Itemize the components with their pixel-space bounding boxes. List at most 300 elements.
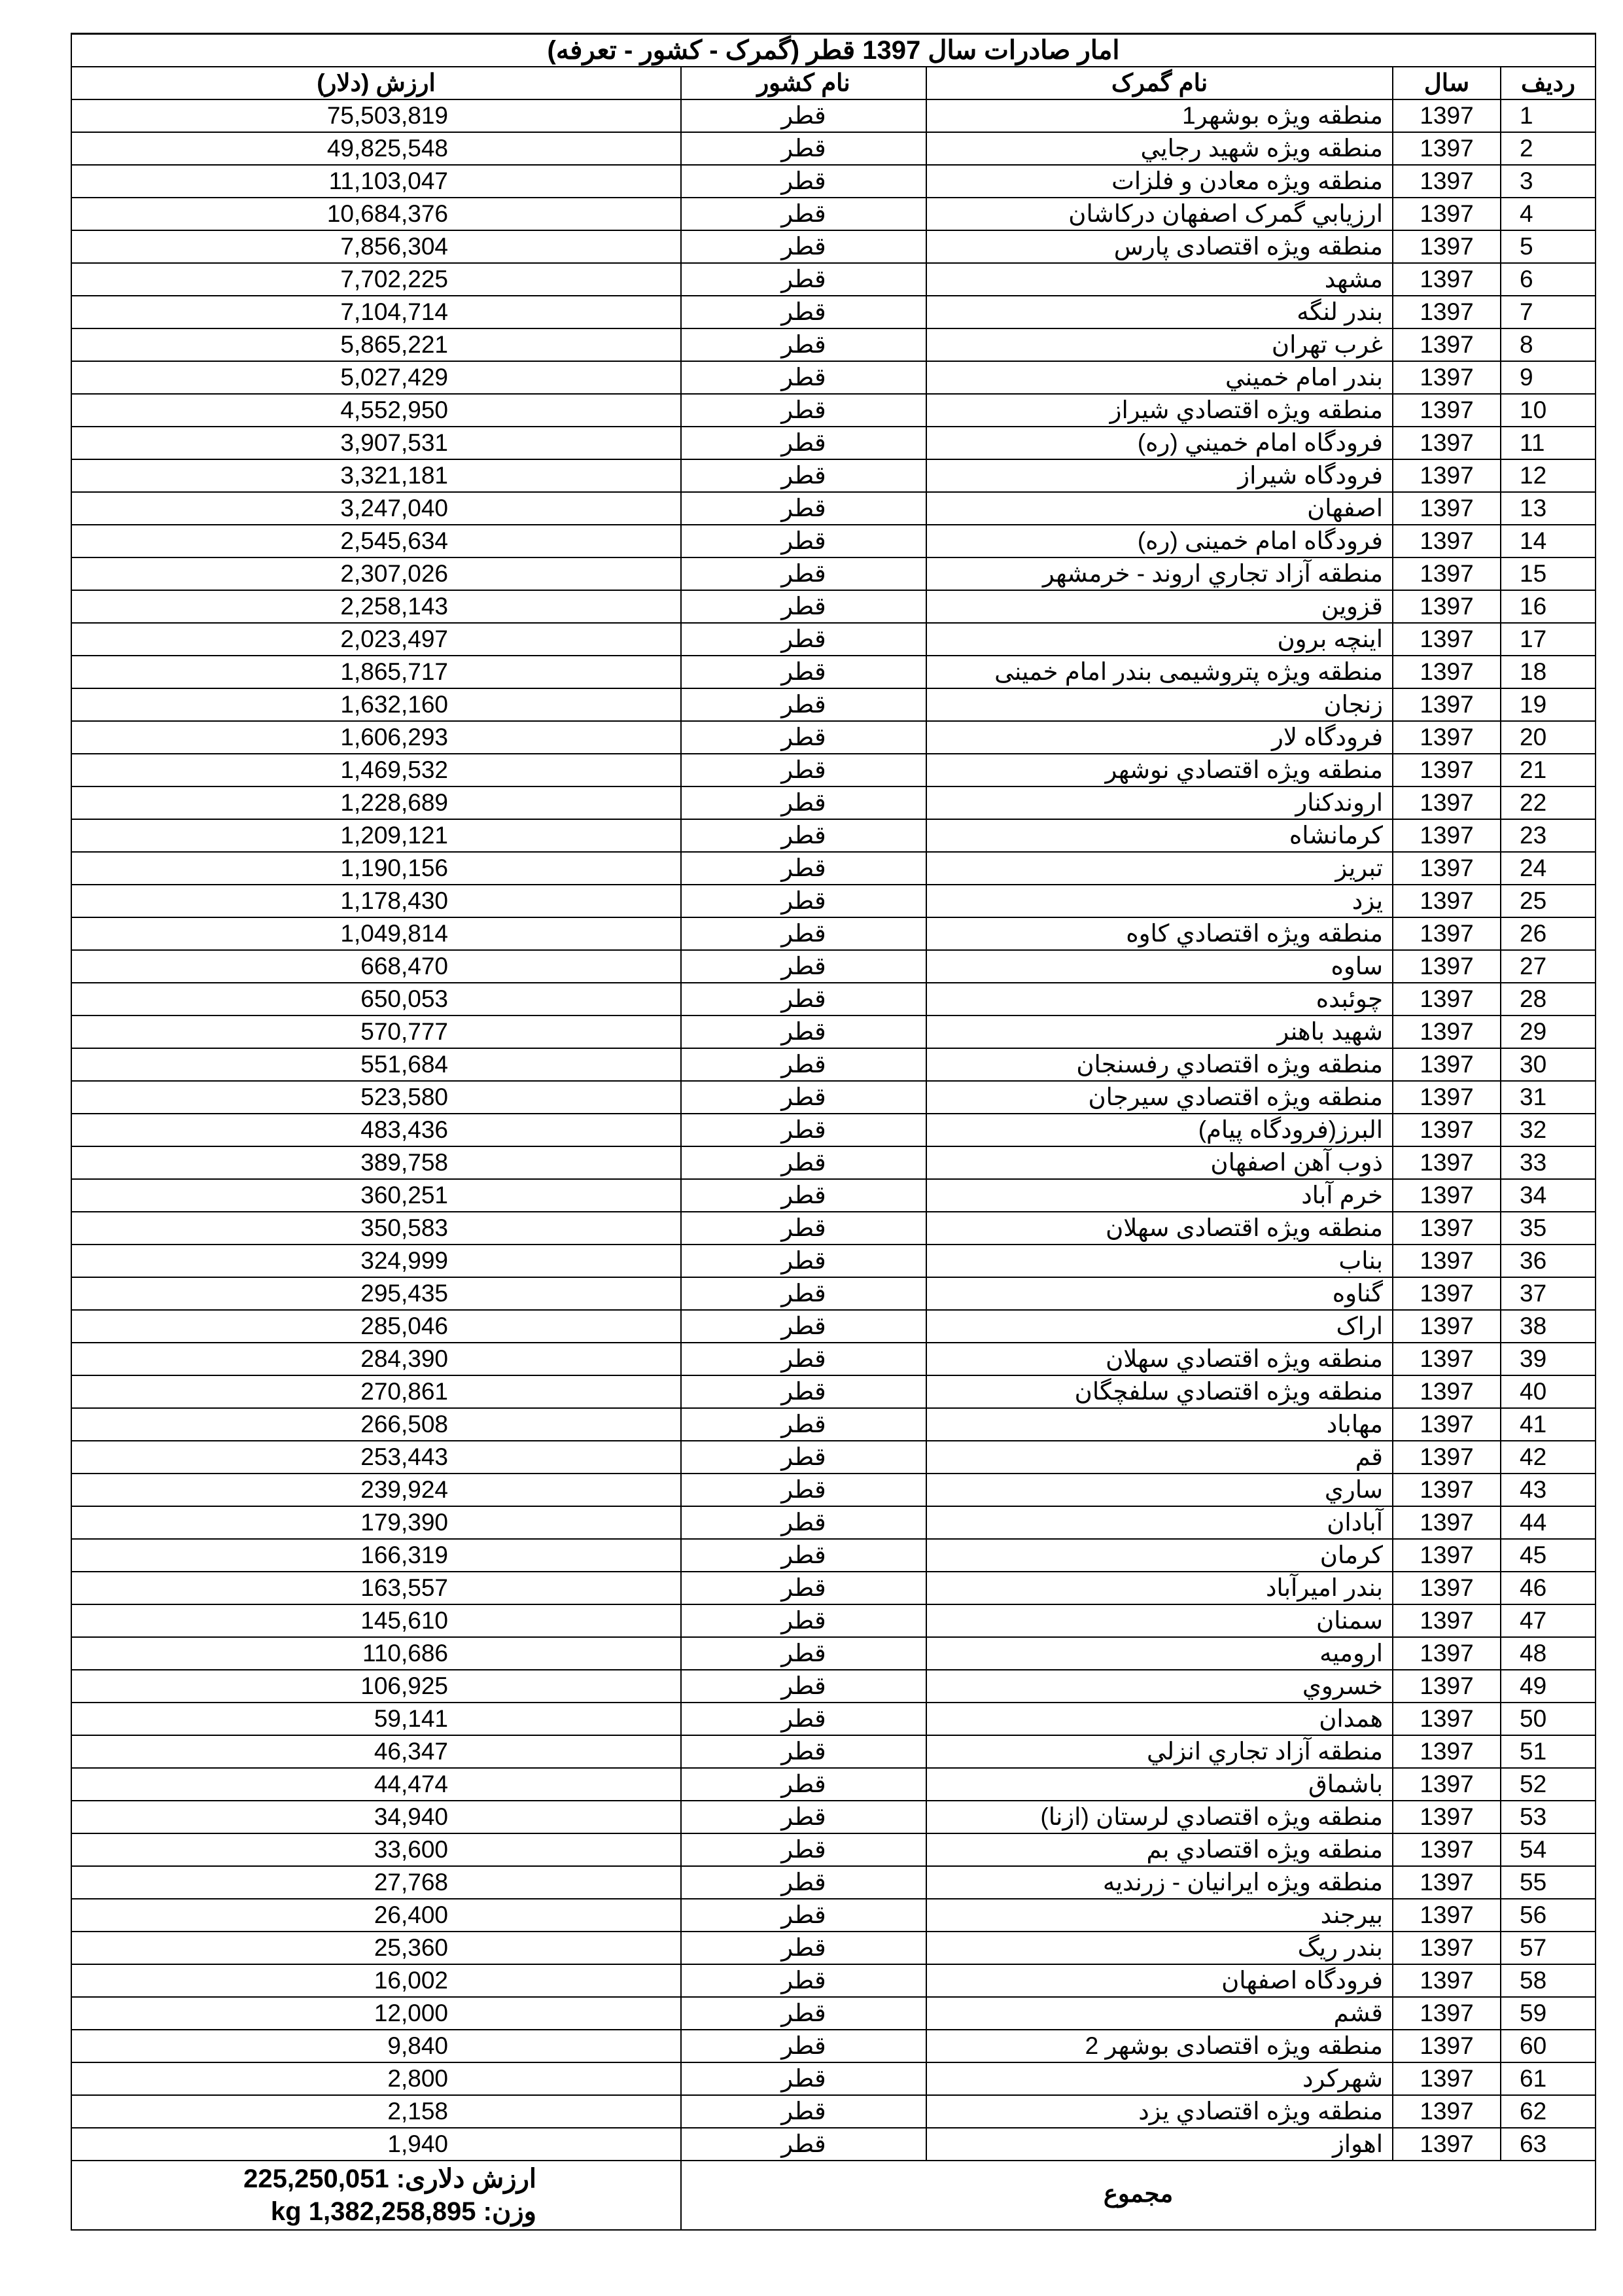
cell-value: 9,840: [71, 2030, 681, 2062]
cell-value: 350,583: [71, 1212, 681, 1245]
cell-year: 1397: [1393, 1670, 1501, 1703]
cell-customs: فرودگاه اصفهان: [926, 1964, 1393, 1997]
cell-value: 324,999: [71, 1245, 681, 1277]
cell-customs: بيرجند: [926, 1899, 1393, 1932]
cell-row-number: 14: [1501, 525, 1596, 557]
cell-customs: يزد: [926, 885, 1393, 917]
cell-year: 1397: [1393, 1114, 1501, 1146]
cell-year: 1397: [1393, 852, 1501, 885]
cell-year: 1397: [1393, 1016, 1501, 1048]
cell-value: 7,856,304: [71, 230, 681, 263]
cell-value: 145,610: [71, 1604, 681, 1637]
table-row: [71, 1343, 1596, 1375]
cell-year: 1397: [1393, 1833, 1501, 1866]
cell-value: 26,400: [71, 1899, 681, 1932]
cell-year: 1397: [1393, 1866, 1501, 1899]
table-row: [71, 1277, 1596, 1310]
cell-country: قطر: [681, 1375, 926, 1408]
table-row: [71, 852, 1596, 885]
cell-country: قطر: [681, 623, 926, 656]
cell-year: 1397: [1393, 721, 1501, 754]
cell-row-number: 22: [1501, 786, 1596, 819]
cell-value: 59,141: [71, 1703, 681, 1735]
cell-row-number: 55: [1501, 1866, 1596, 1899]
cell-country: قطر: [681, 1408, 926, 1441]
cell-country: قطر: [681, 198, 926, 230]
cell-row-number: 49: [1501, 1670, 1596, 1703]
cell-customs: منطقه ويژه اقتصادي رفسنجان: [926, 1048, 1393, 1081]
cell-row-number: 31: [1501, 1081, 1596, 1114]
cell-year: 1397: [1393, 2062, 1501, 2095]
cell-value: 1,228,689: [71, 786, 681, 819]
cell-country: قطر: [681, 754, 926, 786]
cell-customs: منطقه آزاد تجاري انزلي: [926, 1735, 1393, 1768]
cell-year: 1397: [1393, 2030, 1501, 2062]
cell-value: 1,632,160: [71, 688, 681, 721]
cell-country: قطر: [681, 263, 926, 296]
cell-customs: منطقه ويژه بوشهر1: [926, 99, 1393, 132]
cell-row-number: 3: [1501, 165, 1596, 198]
cell-year: 1397: [1393, 1637, 1501, 1670]
cell-value: 284,390: [71, 1343, 681, 1375]
total-row: [71, 2161, 1596, 2230]
cell-country: قطر: [681, 2095, 926, 2128]
cell-year: 1397: [1393, 786, 1501, 819]
cell-customs: ذوب آهن اصفهان: [926, 1146, 1393, 1179]
cell-value: 270,861: [71, 1375, 681, 1408]
table-row: [71, 1604, 1596, 1637]
table-row: [71, 230, 1596, 263]
cell-row-number: 61: [1501, 2062, 1596, 2095]
cell-year: 1397: [1393, 1539, 1501, 1572]
cell-year: 1397: [1393, 1572, 1501, 1604]
cell-row-number: 35: [1501, 1212, 1596, 1245]
cell-country: قطر: [681, 885, 926, 917]
table-row: [71, 1932, 1596, 1964]
cell-row-number: 40: [1501, 1375, 1596, 1408]
cell-country: قطر: [681, 394, 926, 427]
cell-country: قطر: [681, 1114, 926, 1146]
cell-country: قطر: [681, 361, 926, 394]
cell-customs: شهركرد: [926, 2062, 1393, 2095]
cell-customs: فرودگاه امام خميني (ره): [926, 427, 1393, 459]
cell-customs: بندر ريگ: [926, 1932, 1393, 1964]
cell-row-number: 10: [1501, 394, 1596, 427]
cell-country: قطر: [681, 1932, 926, 1964]
table-row: [71, 557, 1596, 590]
table-row: [71, 950, 1596, 983]
cell-row-number: 27: [1501, 950, 1596, 983]
cell-year: 1397: [1393, 459, 1501, 492]
cell-value: 25,360: [71, 1932, 681, 1964]
cell-year: 1397: [1393, 1179, 1501, 1212]
table-row: [71, 1245, 1596, 1277]
table-row: [71, 786, 1596, 819]
cell-year: 1397: [1393, 492, 1501, 525]
table-row: [71, 1670, 1596, 1703]
table-row: [71, 1474, 1596, 1506]
cell-customs: منطقه ويژه معادن و فلزات: [926, 165, 1393, 198]
cell-row-number: 43: [1501, 1474, 1596, 1506]
cell-value: 389,758: [71, 1146, 681, 1179]
cell-customs: باشماق: [926, 1768, 1393, 1801]
cell-value: 2,023,497: [71, 623, 681, 656]
cell-country: قطر: [681, 656, 926, 688]
cell-country: قطر: [681, 99, 926, 132]
table-row: [71, 885, 1596, 917]
cell-row-number: 57: [1501, 1932, 1596, 1964]
cell-value: 10,684,376: [71, 198, 681, 230]
cell-row-number: 7: [1501, 296, 1596, 328]
cell-year: 1397: [1393, 1997, 1501, 2030]
cell-country: قطر: [681, 1245, 926, 1277]
cell-country: قطر: [681, 1637, 926, 1670]
cell-row-number: 39: [1501, 1343, 1596, 1375]
cell-customs: بندر لنگه: [926, 296, 1393, 328]
table-row: [71, 1768, 1596, 1801]
table-row: [71, 394, 1596, 427]
page-title: امار صادرات سال 1397 قطر (گمرک - کشور - تعرفه): [71, 34, 1596, 67]
header-year: سال: [1393, 67, 1501, 99]
cell-country: قطر: [681, 721, 926, 754]
table-header-row: [71, 67, 1596, 99]
total-values-cell: [71, 2161, 681, 2230]
table-body: [71, 99, 1596, 2161]
cell-customs: زنجان: [926, 688, 1393, 721]
table-row: [71, 1212, 1596, 1245]
cell-country: قطر: [681, 1833, 926, 1866]
cell-country: قطر: [681, 1441, 926, 1474]
table-row: [71, 99, 1596, 132]
cell-year: 1397: [1393, 754, 1501, 786]
table-row: [71, 1703, 1596, 1735]
cell-customs: اروميه: [926, 1637, 1393, 1670]
cell-row-number: 52: [1501, 1768, 1596, 1801]
cell-row-number: 48: [1501, 1637, 1596, 1670]
cell-value: 33,600: [71, 1833, 681, 1866]
cell-country: قطر: [681, 492, 926, 525]
cell-country: قطر: [681, 950, 926, 983]
table-row: [71, 1179, 1596, 1212]
cell-row-number: 60: [1501, 2030, 1596, 2062]
cell-country: قطر: [681, 1703, 926, 1735]
cell-country: قطر: [681, 230, 926, 263]
cell-year: 1397: [1393, 1964, 1501, 1997]
cell-value: 570,777: [71, 1016, 681, 1048]
total-value-line: ارزش دلاری: 225,250,051: [243, 2164, 536, 2193]
cell-value: 266,508: [71, 1408, 681, 1441]
cell-row-number: 56: [1501, 1899, 1596, 1932]
cell-row-number: 51: [1501, 1735, 1596, 1768]
table-row: [71, 983, 1596, 1016]
cell-row-number: 59: [1501, 1997, 1596, 2030]
cell-value: 2,258,143: [71, 590, 681, 623]
cell-country: قطر: [681, 1343, 926, 1375]
cell-value: 253,443: [71, 1441, 681, 1474]
cell-year: 1397: [1393, 1048, 1501, 1081]
cell-customs: منطقه ويژه اقتصادي سيرجان: [926, 1081, 1393, 1114]
cell-country: قطر: [681, 590, 926, 623]
table-row: [71, 1408, 1596, 1441]
cell-year: 1397: [1393, 1343, 1501, 1375]
table-row: [71, 1997, 1596, 2030]
cell-country: قطر: [681, 1899, 926, 1932]
cell-customs: منطقه ويژه اقتصادی پارس: [926, 230, 1393, 263]
cell-year: 1397: [1393, 394, 1501, 427]
cell-country: قطر: [681, 2128, 926, 2161]
cell-value: 1,209,121: [71, 819, 681, 852]
cell-year: 1397: [1393, 1768, 1501, 1801]
cell-year: 1397: [1393, 819, 1501, 852]
cell-customs: سمنان: [926, 1604, 1393, 1637]
cell-value: 668,470: [71, 950, 681, 983]
cell-country: قطر: [681, 557, 926, 590]
table-row: [71, 2128, 1596, 2161]
cell-customs: چوئبده: [926, 983, 1393, 1016]
table-row: [71, 263, 1596, 296]
cell-country: قطر: [681, 917, 926, 950]
cell-value: 179,390: [71, 1506, 681, 1539]
table-row: [71, 328, 1596, 361]
cell-country: قطر: [681, 296, 926, 328]
cell-customs: فرودگاه شيراز: [926, 459, 1393, 492]
table-row: [71, 754, 1596, 786]
cell-row-number: 38: [1501, 1310, 1596, 1343]
cell-row-number: 44: [1501, 1506, 1596, 1539]
table-row: [71, 1081, 1596, 1114]
cell-row-number: 29: [1501, 1016, 1596, 1048]
cell-country: قطر: [681, 1474, 926, 1506]
cell-country: قطر: [681, 1866, 926, 1899]
cell-year: 1397: [1393, 2095, 1501, 2128]
header-customs: نام گمرک: [926, 67, 1393, 99]
table-row: [71, 656, 1596, 688]
cell-year: 1397: [1393, 165, 1501, 198]
cell-row-number: 12: [1501, 459, 1596, 492]
cell-year: 1397: [1393, 1703, 1501, 1735]
table-row: [71, 2095, 1596, 2128]
cell-row-number: 17: [1501, 623, 1596, 656]
table-row: [71, 1801, 1596, 1833]
table-row: [71, 2062, 1596, 2095]
cell-country: قطر: [681, 427, 926, 459]
table-row: [71, 590, 1596, 623]
cell-value: 5,027,429: [71, 361, 681, 394]
cell-country: قطر: [681, 165, 926, 198]
cell-row-number: 15: [1501, 557, 1596, 590]
cell-year: 1397: [1393, 983, 1501, 1016]
cell-row-number: 58: [1501, 1964, 1596, 1997]
table-row: [71, 1375, 1596, 1408]
cell-country: قطر: [681, 2062, 926, 2095]
cell-row-number: 1: [1501, 99, 1596, 132]
cell-year: 1397: [1393, 590, 1501, 623]
cell-customs: منطقه ويژه اقتصادي شيراز: [926, 394, 1393, 427]
cell-row-number: 30: [1501, 1048, 1596, 1081]
cell-value: 7,104,714: [71, 296, 681, 328]
cell-row-number: 45: [1501, 1539, 1596, 1572]
table-row: [71, 427, 1596, 459]
cell-customs: غرب تهران: [926, 328, 1393, 361]
table-row: [71, 721, 1596, 754]
cell-value: 1,865,717: [71, 656, 681, 688]
table-row: [71, 1146, 1596, 1179]
cell-customs: قزوين: [926, 590, 1393, 623]
cell-value: 2,307,026: [71, 557, 681, 590]
cell-customs: منطقه ويژه ايرانيان - زرنديه: [926, 1866, 1393, 1899]
cell-value: 650,053: [71, 983, 681, 1016]
cell-customs: منطقه ويژه اقتصادي لرستان (ازنا): [926, 1801, 1393, 1833]
cell-year: 1397: [1393, 656, 1501, 688]
table-row: [71, 819, 1596, 852]
cell-customs: كرمانشاه: [926, 819, 1393, 852]
cell-year: 1397: [1393, 263, 1501, 296]
cell-country: قطر: [681, 1801, 926, 1833]
cell-year: 1397: [1393, 1441, 1501, 1474]
cell-customs: اراک: [926, 1310, 1393, 1343]
cell-country: قطر: [681, 1964, 926, 1997]
table-row: [71, 296, 1596, 328]
table-row: [71, 1637, 1596, 1670]
cell-value: 1,469,532: [71, 754, 681, 786]
cell-customs: خرم آباد: [926, 1179, 1393, 1212]
cell-customs: قم: [926, 1441, 1393, 1474]
cell-value: 49,825,548: [71, 132, 681, 165]
cell-value: 483,436: [71, 1114, 681, 1146]
cell-customs: منطقه ويژه اقتصادي سلفچگان: [926, 1375, 1393, 1408]
cell-country: قطر: [681, 1016, 926, 1048]
cell-year: 1397: [1393, 2128, 1501, 2161]
cell-country: قطر: [681, 1212, 926, 1245]
cell-row-number: 36: [1501, 1245, 1596, 1277]
cell-year: 1397: [1393, 361, 1501, 394]
cell-customs: منطقه ويژه اقتصادی سهلان: [926, 1212, 1393, 1245]
cell-row-number: 28: [1501, 983, 1596, 1016]
cell-year: 1397: [1393, 328, 1501, 361]
cell-value: 3,247,040: [71, 492, 681, 525]
cell-customs: البرز(فرودگاه پيام): [926, 1114, 1393, 1146]
total-weight-line: وزن: 1,382,258,895 kg: [270, 2197, 536, 2226]
cell-value: 166,319: [71, 1539, 681, 1572]
cell-country: قطر: [681, 2030, 926, 2062]
cell-value: 11,103,047: [71, 165, 681, 198]
cell-row-number: 62: [1501, 2095, 1596, 2128]
cell-country: قطر: [681, 1048, 926, 1081]
table-row: [71, 1114, 1596, 1146]
table-row: [71, 1310, 1596, 1343]
cell-value: 1,190,156: [71, 852, 681, 885]
cell-year: 1397: [1393, 950, 1501, 983]
cell-row-number: 13: [1501, 492, 1596, 525]
cell-row-number: 42: [1501, 1441, 1596, 1474]
cell-row-number: 5: [1501, 230, 1596, 263]
table-row: [71, 1539, 1596, 1572]
table-row: [71, 198, 1596, 230]
cell-value: 27,768: [71, 1866, 681, 1899]
cell-customs: منطقه ويژه اقتصادی بوشهر 2: [926, 2030, 1393, 2062]
cell-year: 1397: [1393, 1277, 1501, 1310]
cell-customs: منطقه ويژه پتروشيمی بندر امام خمينی: [926, 656, 1393, 688]
cell-value: 295,435: [71, 1277, 681, 1310]
cell-year: 1397: [1393, 1474, 1501, 1506]
cell-row-number: 20: [1501, 721, 1596, 754]
cell-country: قطر: [681, 786, 926, 819]
cell-customs: اهواز: [926, 2128, 1393, 2161]
cell-country: قطر: [681, 459, 926, 492]
cell-row-number: 23: [1501, 819, 1596, 852]
cell-value: 551,684: [71, 1048, 681, 1081]
cell-value: 4,552,950: [71, 394, 681, 427]
cell-year: 1397: [1393, 885, 1501, 917]
table-row: [71, 1048, 1596, 1081]
header-value: ارزش (دلار): [71, 67, 681, 99]
cell-customs: منطقه آزاد تجاري اروند - خرمشهر: [926, 557, 1393, 590]
cell-customs: منطقه ويژه شهيد رجايي: [926, 132, 1393, 165]
cell-country: قطر: [681, 1539, 926, 1572]
cell-year: 1397: [1393, 1801, 1501, 1833]
cell-row-number: 47: [1501, 1604, 1596, 1637]
cell-year: 1397: [1393, 525, 1501, 557]
cell-row-number: 26: [1501, 917, 1596, 950]
cell-customs: خسروي: [926, 1670, 1393, 1703]
cell-year: 1397: [1393, 99, 1501, 132]
cell-country: قطر: [681, 1670, 926, 1703]
cell-customs: همدان: [926, 1703, 1393, 1735]
cell-value: 75,503,819: [71, 99, 681, 132]
cell-value: 16,002: [71, 1964, 681, 1997]
cell-row-number: 21: [1501, 754, 1596, 786]
cell-customs: منطقه ويژه اقتصادي بم: [926, 1833, 1393, 1866]
cell-country: قطر: [681, 819, 926, 852]
cell-year: 1397: [1393, 1146, 1501, 1179]
cell-customs: فرودگاه امام خمینی (ره): [926, 525, 1393, 557]
cell-customs: فرودگاه لار: [926, 721, 1393, 754]
cell-row-number: 16: [1501, 590, 1596, 623]
cell-year: 1397: [1393, 1212, 1501, 1245]
cell-year: 1397: [1393, 230, 1501, 263]
cell-year: 1397: [1393, 688, 1501, 721]
cell-year: 1397: [1393, 1245, 1501, 1277]
cell-year: 1397: [1393, 1506, 1501, 1539]
cell-value: 44,474: [71, 1768, 681, 1801]
cell-customs: ساري: [926, 1474, 1393, 1506]
cell-customs: اينچه برون: [926, 623, 1393, 656]
table-row: [71, 361, 1596, 394]
table-row: [71, 688, 1596, 721]
cell-customs: اصفهان: [926, 492, 1393, 525]
cell-customs: مهاباد: [926, 1408, 1393, 1441]
cell-customs: بناب: [926, 1245, 1393, 1277]
cell-value: 1,178,430: [71, 885, 681, 917]
cell-country: قطر: [681, 328, 926, 361]
cell-row-number: 9: [1501, 361, 1596, 394]
table-row: [71, 917, 1596, 950]
cell-year: 1397: [1393, 1932, 1501, 1964]
cell-year: 1397: [1393, 1408, 1501, 1441]
table-row: [71, 1899, 1596, 1932]
cell-value: 110,686: [71, 1637, 681, 1670]
cell-value: 12,000: [71, 1997, 681, 2030]
cell-country: قطر: [681, 1146, 926, 1179]
table-row: [71, 165, 1596, 198]
cell-country: قطر: [681, 1604, 926, 1637]
header-country: نام کشور: [681, 67, 926, 99]
cell-year: 1397: [1393, 1735, 1501, 1768]
cell-country: قطر: [681, 688, 926, 721]
cell-year: 1397: [1393, 1081, 1501, 1114]
cell-value: 285,046: [71, 1310, 681, 1343]
table-row: [71, 1833, 1596, 1866]
